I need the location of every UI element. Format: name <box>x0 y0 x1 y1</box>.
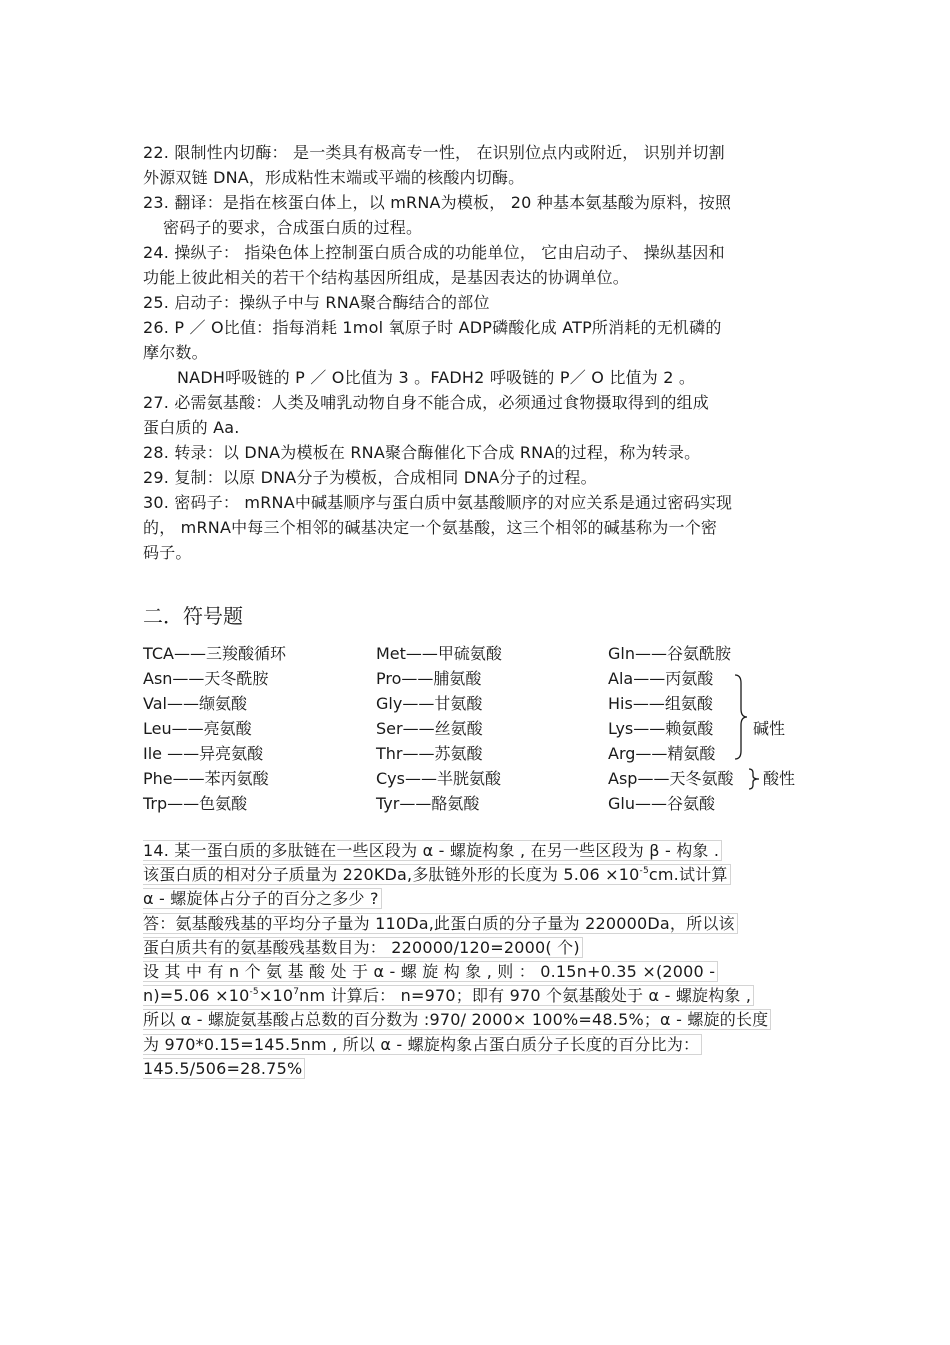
symbol-entry: Pro——脯氨酸 <box>376 669 482 688</box>
section-title: 二．符号题 <box>143 604 243 628</box>
symbol-entry: Asp——天冬氨酸 <box>608 769 734 788</box>
definitions-block <box>143 140 808 565</box>
symbol-entry: Ala——丙氨酸 <box>608 669 714 688</box>
acidic-brace-icon <box>747 767 761 791</box>
symbol-entry: Ser——丝氨酸 <box>376 719 483 738</box>
def-line-17: 码子。 <box>143 543 192 562</box>
symbol-entry: Leu——亮氨酸 <box>143 719 252 738</box>
def-line-4: 密码子的要求，合成蛋白质的过程。 <box>163 218 423 237</box>
answer-line-1: 答：氨基酸残基的平均分子量为 110Da,此蛋白质的分子量为 220000Da，所以该 <box>143 912 805 936</box>
def-line-1: 22. 限制性内切酶： 是一类具有极高专一性， 在识别位点内或附近， 识别并切割 <box>143 143 725 162</box>
basic-label: 碱性 <box>753 719 786 738</box>
symbol-table <box>143 641 803 821</box>
symbol-entry: Val——缬氨酸 <box>143 694 247 713</box>
symbol-entry: Cys——半胱氨酸 <box>376 769 501 788</box>
answer-line-2: 蛋白质共有的氨基酸残基数目为： 220000/120=2000( 个) <box>143 936 805 960</box>
symbol-column-2 <box>376 641 502 816</box>
symbol-entry: Ile ——异亮氨酸 <box>143 744 264 763</box>
symbol-entry: Arg——精氨酸 <box>608 744 716 763</box>
symbol-entry: Glu——谷氨酸 <box>608 794 715 813</box>
symbol-entry: Thr——苏氨酸 <box>376 744 483 763</box>
answer-line-7: 145.5/506=28.75% <box>143 1057 805 1081</box>
symbol-entry: Tyr——酪氨酸 <box>376 794 480 813</box>
def-line-6: 功能上彼此相关的若干个结构基因所组成，是基因表达的协调单位。 <box>143 268 630 287</box>
symbol-entry: TCA——三羧酸循环 <box>143 644 286 663</box>
symbol-entry: Gly——甘氨酸 <box>376 694 483 713</box>
basic-brace-icon <box>733 673 749 761</box>
symbol-column-1 <box>143 641 286 816</box>
question-line-1: 14. 某一蛋白质的多肽链在一些区段为 α - 螺旋构象 , 在另一些区段为 β - 构象 . <box>143 839 805 863</box>
def-line-10: NADH呼吸链的 P ／ O比值为 3 。FADH2 呼吸链的 P／ O 比值为 2 。 <box>177 368 696 387</box>
symbol-entry: Asn——天冬酰胺 <box>143 669 269 688</box>
def-line-7: 25. 启动子：操纵子中与 RNA聚合酶结合的部位 <box>143 293 490 312</box>
def-line-2: 外源双链 DNA，形成粘性末端或平端的核酸内切酶。 <box>143 168 525 187</box>
def-line-16: 的， mRNA中每三个相邻的碱基决定一个氨基酸，这三个相邻的碱基称为一个密 <box>143 518 718 537</box>
def-line-5: 24. 操纵子： 指染色体上控制蛋白质合成的功能单位， 它由启动子、 操纵基因和 <box>143 243 725 262</box>
symbol-entry: Gln——谷氨酰胺 <box>608 644 731 663</box>
answer-line-6: 为 970*0.15=145.5nm , 所以 α - 螺旋构象占蛋白质分子长度的百分比为： <box>143 1033 805 1057</box>
def-line-14: 29. 复制：以原 DNA分子为模板，合成相同 DNA分子的过程。 <box>143 468 597 487</box>
problem-block <box>143 839 805 1081</box>
symbol-entry: Phe——苯丙氨酸 <box>143 769 269 788</box>
symbol-entry: Met——甲硫氨酸 <box>376 644 502 663</box>
def-line-13: 28. 转录：以 DNA为模板在 RNA聚合酶催化下合成 RNA的过程，称为转录。 <box>143 443 701 462</box>
symbol-column-3 <box>608 641 733 816</box>
answer-line-4: $n)=5.06 \times 10^{-5}\times 10^7nm$ 计算后： n=970；即有 970 个氨基酸处于 α - 螺旋构象 , <box>143 984 805 1008</box>
def-line-3: 23. 翻译：是指在核蛋白体上，以 mRNA为模板， 20 种基本氨基酸为原料，按照 <box>143 193 732 212</box>
answer-line-5: 所以 α - 螺旋氨基酸占总数的百分数为 :970/ 2000× 100%=48.5%；α - 螺旋的长度 <box>143 1008 805 1032</box>
question-line-3: α - 螺旋体占分子的百分之多少 ? <box>143 887 805 911</box>
answer-line-3: 设 其 中 有 n 个 氨 基 酸 处 于 α - 螺 旋 构 象 , 则 ： 0.15n+0.35 ×(2000 - <box>143 960 805 984</box>
acidic-label: 酸性 <box>763 769 796 788</box>
def-line-11: 27. 必需氨基酸：人类及哺乳动物自身不能合成，必须通过食物摄取得到的组成 <box>143 393 709 412</box>
symbol-entry: Lys——赖氨酸 <box>608 719 714 738</box>
symbol-entry: Trp——色氨酸 <box>143 794 248 813</box>
def-line-8: 26. P ／ O比值：指每消耗 1mol 氧原子时 ADP磷酸化成 ATP所消耗的无机磷的 <box>143 318 722 337</box>
question-line-2: 该蛋白质的相对分子质量为 220KDa,多肽链外形的长度为 $5.06 \times 10^{-5}cm$.试计算 <box>143 863 805 887</box>
def-line-12: 蛋白质的 Aa. <box>143 418 240 437</box>
def-line-9: 摩尔数。 <box>143 343 208 362</box>
def-line-15: 30. 密码子： mRNA中碱基顺序与蛋白质中氨基酸顺序的对应关系是通过密码实现 <box>143 493 733 512</box>
symbol-entry: His——组氨酸 <box>608 694 713 713</box>
